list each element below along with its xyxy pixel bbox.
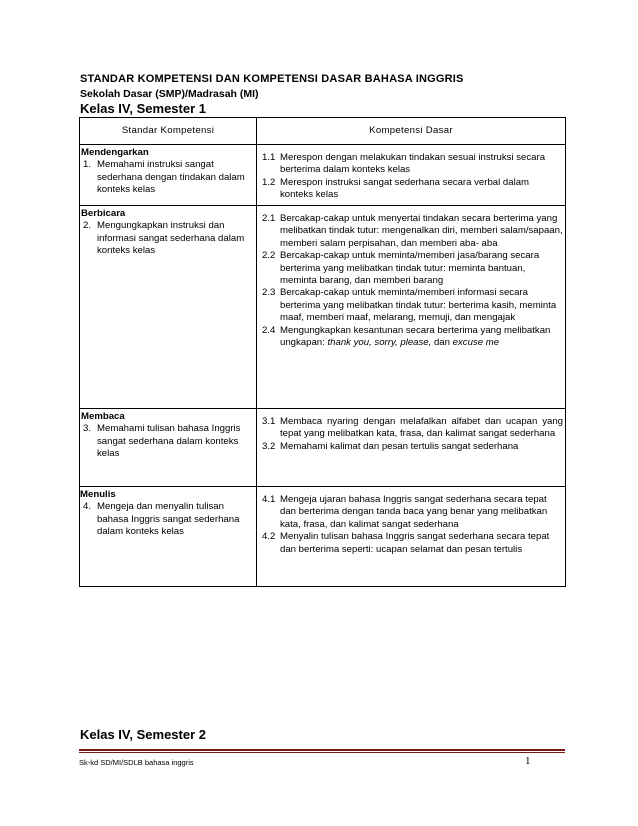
document-title: STANDAR KOMPETENSI DAN KOMPETENSI DASAR BAHASA INGGRIS — [80, 73, 464, 85]
list-item — [262, 152, 563, 177]
header-kompetensi-dasar: Kompetensi Dasar — [257, 118, 566, 145]
footer-text: Sk-kd SD/MI/SDLB bahasa inggris — [79, 758, 194, 767]
kd-text: Bercakap-cakap untuk meminta/memberi informasi secara berterima yang melibatkan tindak tutur: berterima kasih, meminta maaf, memberi maaf, melarang, memuji, dan mengajak — [280, 287, 557, 324]
sk-number: 4. — [83, 501, 92, 513]
kd-number: 2.2 — [262, 250, 276, 262]
kd-text: Merespon dengan melakukan tindakan sesuai instruksi secara berterima dalam konteks kelas — [280, 152, 546, 176]
kd-number: 2.3 — [262, 287, 276, 299]
kd-text: Menyalin tulisan bahasa Inggris sangat sederhana secara tepat dan berterima seperti: ucapan selamat dan pesan tertulis — [280, 531, 550, 555]
list-item — [262, 177, 563, 202]
competency-table — [79, 117, 566, 587]
kd-text: Mengeja ujaran bahasa Inggris sangat sederhana secara tepat dan berterima dengan tanda baca yang benar yang melibatkan kata, frasa, dan kalimat sangat sederhana — [280, 494, 548, 530]
sk-number: 1. — [83, 159, 92, 171]
kd-number: 1.2 — [262, 176, 276, 188]
skill-area-label: Menulis — [80, 489, 116, 500]
kd-number: 4.2 — [262, 531, 276, 543]
sk-cell — [80, 145, 257, 206]
list-item — [262, 250, 563, 287]
kd-number: 2.4 — [262, 324, 276, 336]
kd-text: Bercakap-cakap untuk menyertai tindakan secara berterima yang melibatkan tindak tutur: mengenalkan diri, memberi salam/sapaan, memberi salam perpisahan, dan memberi aba- aba — [280, 213, 563, 249]
kd-text — [280, 325, 563, 350]
kd-text-italic: excuse me — [452, 337, 500, 349]
header-standar-kompetensi: Standar Kompetensi — [80, 118, 257, 145]
kd-cell — [257, 409, 566, 487]
skill-area-label: Mendengarkan — [81, 147, 149, 158]
list-item — [262, 325, 563, 350]
kd-number: 1.1 — [262, 152, 276, 163]
skill-area-label: Membaca — [81, 411, 125, 422]
kd-number: 3.1 — [262, 416, 276, 427]
kd-text: Membaca nyaring dengan melafalkan alfabet dan ucapan yang tepat yang melibatkan kata, frasa, dan kalimat sangat sederhana — [280, 416, 563, 440]
kd-cell — [257, 145, 566, 206]
footer-rule — [79, 752, 565, 753]
table-row — [80, 409, 566, 487]
sk-number: 2. — [83, 220, 92, 232]
sk-cell — [80, 409, 257, 487]
kd-text: Memahami kalimat dan pesan tertulis sangat sederhana — [280, 440, 519, 452]
sk-text: Mengeja dan menyalin tulisan bahasa Inggris sangat sederhana dalam konteks kelas — [97, 501, 240, 538]
kd-text-plain: dan — [431, 337, 453, 349]
list-item — [262, 213, 563, 250]
semester-2-heading: Kelas IV, Semester 2 — [80, 727, 206, 742]
kd-cell — [257, 206, 566, 409]
sk-cell — [80, 206, 257, 409]
sk-text: Memahami tulisan bahasa Inggris sangat sederhana dalam konteks kelas — [97, 423, 241, 460]
table-row — [80, 145, 566, 206]
sk-text: Memahami instruksi sangat sederhana dengan tindakan dalam konteks kelas — [97, 159, 245, 196]
list-item — [262, 494, 563, 531]
kd-number: 3.2 — [262, 440, 276, 452]
list-item — [262, 416, 563, 441]
semester-1-heading: Kelas IV, Semester 1 — [80, 101, 206, 116]
list-item — [262, 441, 563, 453]
skill-area-label: Berbicara — [81, 208, 126, 219]
kd-number: 2.1 — [262, 213, 276, 224]
kd-number: 4.1 — [262, 494, 276, 505]
table-header-row — [80, 118, 566, 145]
kd-text: Merespon instruksi sangat sederhana secara verbal dalam konteks kelas — [280, 176, 530, 201]
kd-cell — [257, 487, 566, 587]
sk-cell — [80, 487, 257, 587]
document-subtitle: Sekolah Dasar (SMP)/Madrasah (MI) — [80, 88, 259, 100]
page-number: 1 — [525, 755, 531, 767]
table-row — [80, 206, 566, 409]
sk-number: 3. — [83, 423, 92, 435]
kd-text-plain: Mengungkapkan kesantunan secara berterima yang melibatkan ungkapan: — [280, 324, 551, 349]
kd-text-italic: thank you, sorry, please, — [327, 337, 432, 349]
footer-rule — [79, 749, 565, 751]
list-item — [262, 531, 563, 556]
kd-text: Bercakap-cakap untuk meminta/memberi jasa/barang secara berterima yang melibatkan tindak tutur: meminta bantuan, meminta barang, dan memberi barang — [280, 250, 540, 287]
table-row — [80, 487, 566, 587]
list-item — [262, 287, 563, 324]
sk-text: Mengungkapkan instruksi dan informasi sangat sederhana dalam konteks kelas — [97, 220, 245, 257]
